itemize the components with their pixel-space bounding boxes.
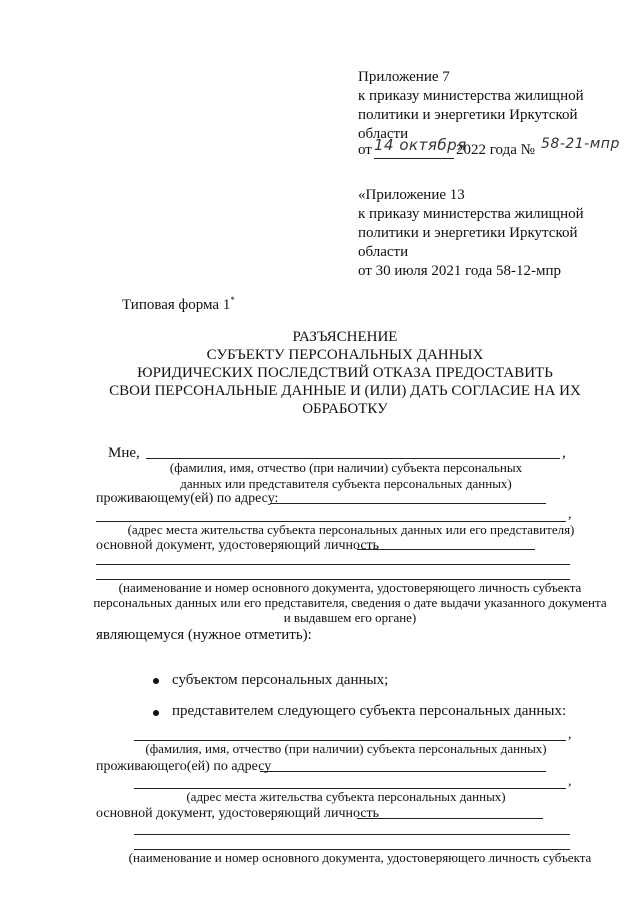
address-comma: , xyxy=(568,507,572,522)
doc-field-1[interactable] xyxy=(357,549,535,550)
address-field-1[interactable] xyxy=(270,503,546,504)
appendix-7-line1: Приложение 7 xyxy=(358,69,450,85)
title-line5: ОБРАБОТКУ xyxy=(302,401,388,417)
option2-label[interactable]: представителем следующего субъекта персональных данных: xyxy=(172,703,567,719)
appendix-7-line3: политики и энергетики Иркутской xyxy=(358,107,578,123)
handwritten-number: 58-21-мпр xyxy=(541,136,620,152)
appendix-13-line5: от 30 июля 2021 года 58-12-мпр xyxy=(358,263,561,279)
appendix-7-line2: к приказу министерства жилищной xyxy=(358,88,584,104)
hint-subject-doc: (наименование и номер основного документа, удостоверяющего личность субъекта xyxy=(128,850,592,865)
title-line3: ЮРИДИЧЕСКИХ ПОСЛЕДСТВИЙ ОТКАЗА ПРЕДОСТАВИТЬ xyxy=(137,365,553,381)
option1-bullet[interactable] xyxy=(153,678,159,684)
fio-field[interactable] xyxy=(146,458,560,459)
subject-doc-field-1[interactable] xyxy=(357,818,543,819)
hint-subject-address: (адрес места жительства субъекта персональных данных) xyxy=(186,789,506,804)
hint-doc-3: и выдавшем его органе) xyxy=(283,610,417,625)
appendix-7-year: 2022 года № xyxy=(456,142,535,158)
hint-doc-1: (наименование и номер основного документа, удостоверяющего личность субъекта xyxy=(118,580,582,595)
appendix-13-line3: политики и энергетики Иркутской xyxy=(358,225,578,241)
form-label-text: Типовая форма 1 xyxy=(122,297,231,313)
hint-fio-1: (фамилия, имя, отчество (при наличии) субъекта персональных xyxy=(169,460,523,475)
subject-address-comma: , xyxy=(568,774,572,789)
title-line1: РАЗЪЯСНЕНИЕ xyxy=(292,329,398,345)
appendix-13-line4: области xyxy=(358,244,409,260)
title-line4: СВОИ ПЕРСОНАЛЬНЫЕ ДАННЫЕ И (ИЛИ) ДАТЬ СОГЛАСИЕ НА ИХ xyxy=(109,383,581,399)
subject-doc-field-2[interactable] xyxy=(134,834,570,835)
date-underline xyxy=(374,158,454,159)
me-label: Мне, xyxy=(108,445,140,461)
hint-address: (адрес места жительства субъекта персональных данных или его представителя) xyxy=(127,522,575,537)
residing-label: проживающему(ей) по адресу: xyxy=(96,491,279,506)
subject-doc-label: основной документ, удостоверяющий личность xyxy=(96,806,380,821)
hint-doc-2: персональных данных или его представителя, сведения о дате выдачи указанного документа xyxy=(93,595,607,610)
appendix-7-line4: области xyxy=(358,126,409,142)
hint-subject-fio: (фамилия, имя, отчество (при наличии) субъекта персональных данных) xyxy=(145,741,547,756)
appendix-7-date-prefix: от xyxy=(358,142,372,158)
subject-address-field-1[interactable] xyxy=(260,771,546,772)
being-label: являющемуся (нужное отметить): xyxy=(96,627,312,643)
title-line2: СУБЪЕКТУ ПЕРСОНАЛЬНЫХ ДАННЫХ xyxy=(206,347,484,363)
doc-label: основной документ, удостоверяющий личность xyxy=(96,538,380,553)
option2-bullet[interactable] xyxy=(153,710,159,716)
handwritten-date: 14 октября xyxy=(374,136,467,154)
option1-label[interactable]: субъектом персональных данных; xyxy=(172,672,389,688)
subject-fio-comma: , xyxy=(568,727,572,742)
form-label xyxy=(122,291,235,314)
appendix-13-line1: «Приложение 13 xyxy=(358,187,465,203)
form-label-footnote-mark: * xyxy=(230,295,235,305)
hint-fio-2: данных или представителя субъекта персональных данных) xyxy=(180,476,512,491)
appendix-13-line2: к приказу министерства жилищной xyxy=(358,206,584,222)
subject-residing-label: проживающего(ей) по адресу xyxy=(96,759,272,774)
fio-comma: , xyxy=(562,445,566,461)
doc-field-2[interactable] xyxy=(96,564,570,565)
